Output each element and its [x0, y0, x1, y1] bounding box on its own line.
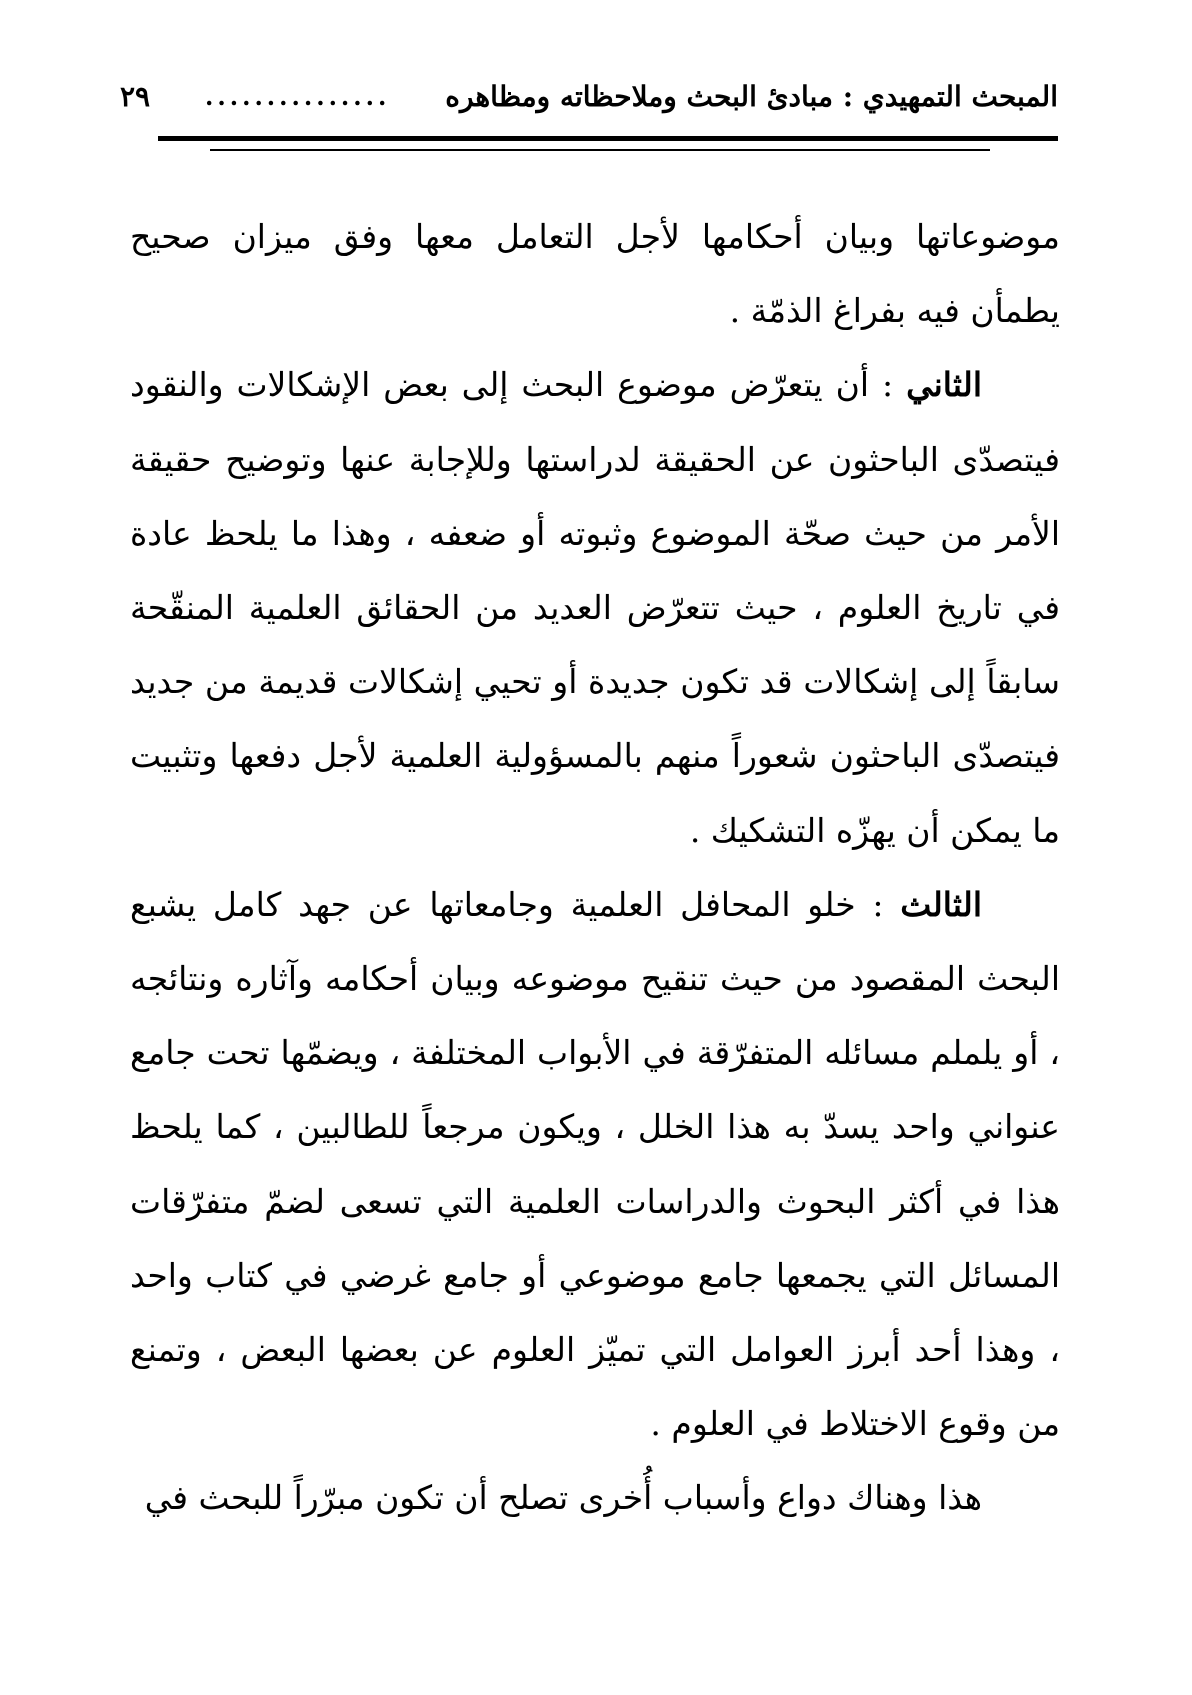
paragraph-third	[130, 868, 1060, 1462]
page-number: ٢٩	[120, 79, 151, 113]
paragraph-second	[130, 348, 1060, 867]
body-text	[130, 200, 1060, 1536]
header-rule-thin	[210, 149, 990, 151]
paragraph-text: هذا وهناك دواع وأسباب أُخرى تصلح أن تكون مبرّراً للبحث في	[144, 1478, 982, 1518]
paragraph-lead: الثالث	[900, 884, 982, 924]
running-header	[120, 72, 1058, 120]
paragraph-lead: الثاني	[906, 365, 982, 405]
chapter-title: المبحث التمهيدي : مبادئ البحث وملاحظاته ومظاهره	[445, 79, 1058, 113]
header-rule-thick	[158, 136, 1058, 141]
leader-dots: ...............	[205, 81, 391, 111]
paragraph-text: موضوعاتها وبيان أحكامها لأجل التعامل معها وفق ميزان صحيح يطمأن فيه بفراغ الذمّة .	[130, 217, 1060, 331]
paragraph-text: : أن يتعرّض موضوع البحث إلى بعض الإشكالات والنقود فيتصدّى الباحثون عن الحقيقة لدراستها وللإجابة عنها وتوضيح حقيقة الأمر من حيث صحّة الموضوع وثبوته أو ضعفه ، وهذا ما يلحظ عادة في تاريخ العلوم ، حيث تتعرّض العديد من الحقائق العلمية المنقّحة سابقاً إلى إشكالات قد تكون جديدة أو تحيي إشكالات قديمة من جديد فيتصدّى الباحثون شعوراً منهم بالمسؤولية العلمية لأجل دفعها وتثبيت ما يمكن أن يهزّه التشكيك .	[130, 365, 1060, 850]
paragraph-text: : خلو المحافل العلمية وجامعاتها عن جهد كامل يشبع البحث المقصود من حيث تنقيح موضوعه وبيان أحكامه وآثاره ونتائجه ، أو يلملم مسائله المتفرّقة في الأبواب المختلفة ، ويضمّها تحت جامع عنواني واحد يسدّ به هذا الخلل ، ويكون مرجعاً للطالبين ، كما يلحظ هذا في أكثر البحوث والدراسات العلمية التي تسعى لضمّ متفرّقات المسائل التي يجمعها جامع موضوعي أو جامع غرضي في كتاب واحد ، وهذا أحد أبرز العوامل التي تميّز العلوم عن بعضها البعض ، وتمنع من وقوع الاختلاط في العلوم .	[130, 884, 1060, 1444]
paragraph-continuation	[130, 200, 1060, 348]
paragraph-closing	[130, 1461, 1060, 1535]
